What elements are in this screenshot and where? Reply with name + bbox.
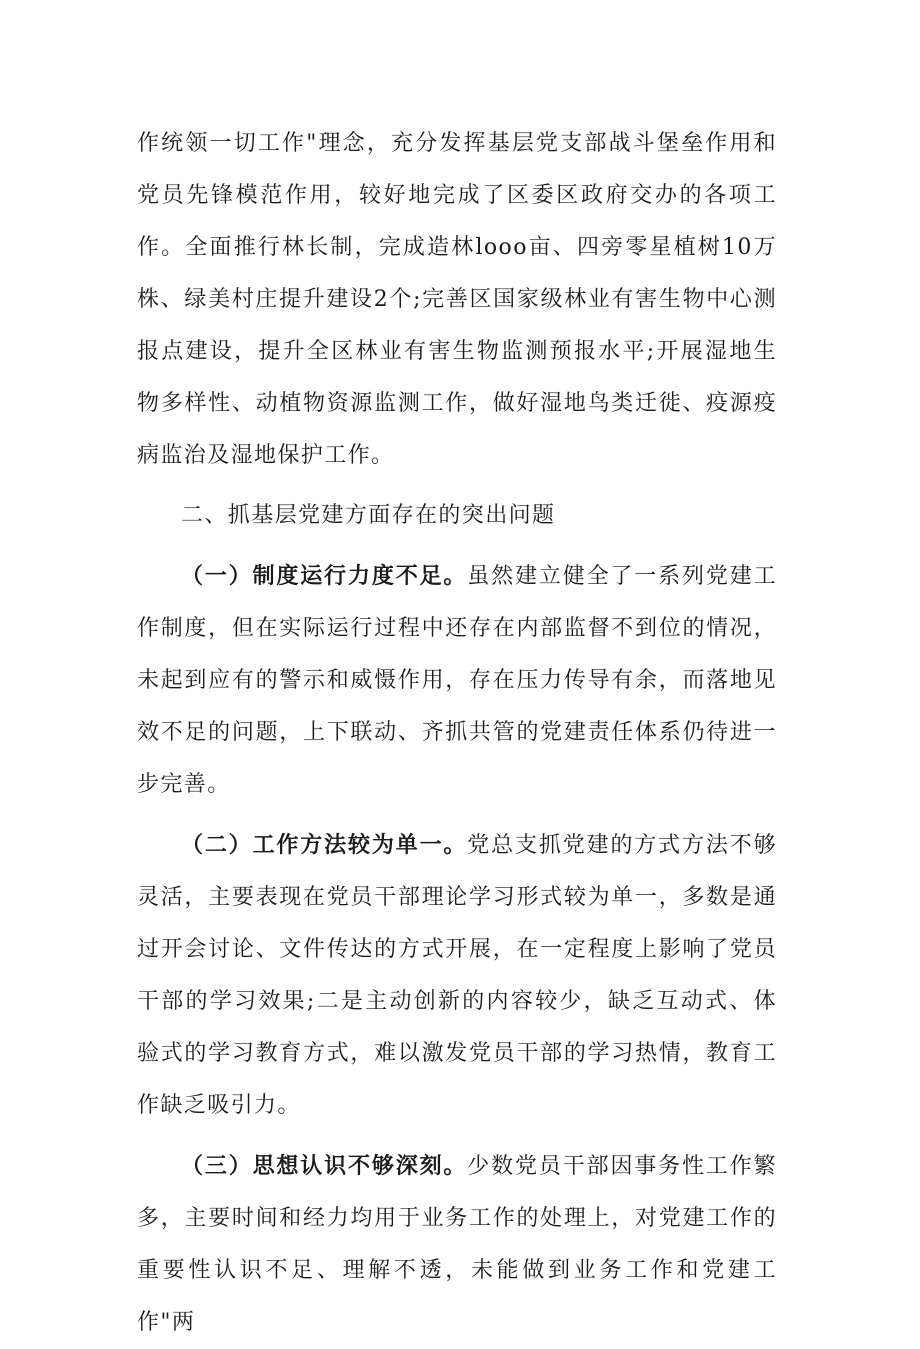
intro-paragraph: 作统领一切工作"理念，充分发挥基层党支部战斗堡垒作用和党员先锋模范作用，较好地完成了区委区政府交办的各项工作。全面推行林长制，完成造林looo亩、四旁零星植树10万株、绿美村庄提升建设2个;完善区国家级林业有害生物中心测报点建设，提升全区林业有害生物监测预报水平;开展湿地生物多样性、动植物资源监测工作，做好湿地鸟类迁徙、疫源疫病监治及湿地保护工作。 [137, 131, 777, 468]
document-body [137, 118, 777, 1349]
section-text-3: 少数党员干部因事务性工作繁多，主要时间和经力均用于业务工作的处理上，对党建工作的重要性认识不足、理解不透，未能做到业务工作和党建工作"两 [137, 1154, 777, 1335]
section-paragraph-1 [137, 550, 777, 811]
section-lead-2: （二）工作方法较为单一。 [181, 832, 468, 858]
section-text-2: 党总支抓党建的方式方法不够灵活，主要表现在党员干部理论学习形式较为单一，多数是通过开会讨论、文件传达的方式开展，在一定程度上影响了党员干部的学习效果;二是主动创新的内容较少，缺乏互动式、体验式的学习教育方式，难以激发党员干部的学习热情，教育工作缺乏吸引力。 [137, 833, 777, 1118]
section-paragraph-3 [137, 1140, 777, 1349]
section-paragraph-2 [137, 819, 777, 1132]
section-text-1: 虽然建立健全了一系列党建工作制度，但在实际运行过程中还存在内部监督不到位的情况，未起到应有的警示和威慑作用，存在压力传导有余，而落地见效不足的问题，上下联动、齐抓共管的党建责任体系仍待进一步完善。 [137, 564, 777, 797]
section-heading: 二、抓基层党建方面存在的突出问题 [181, 503, 556, 528]
section-lead-3: （三）思想认识不够深刻。 [181, 1153, 468, 1179]
section-lead-1: （一）制度运行力度不足。 [181, 563, 468, 589]
